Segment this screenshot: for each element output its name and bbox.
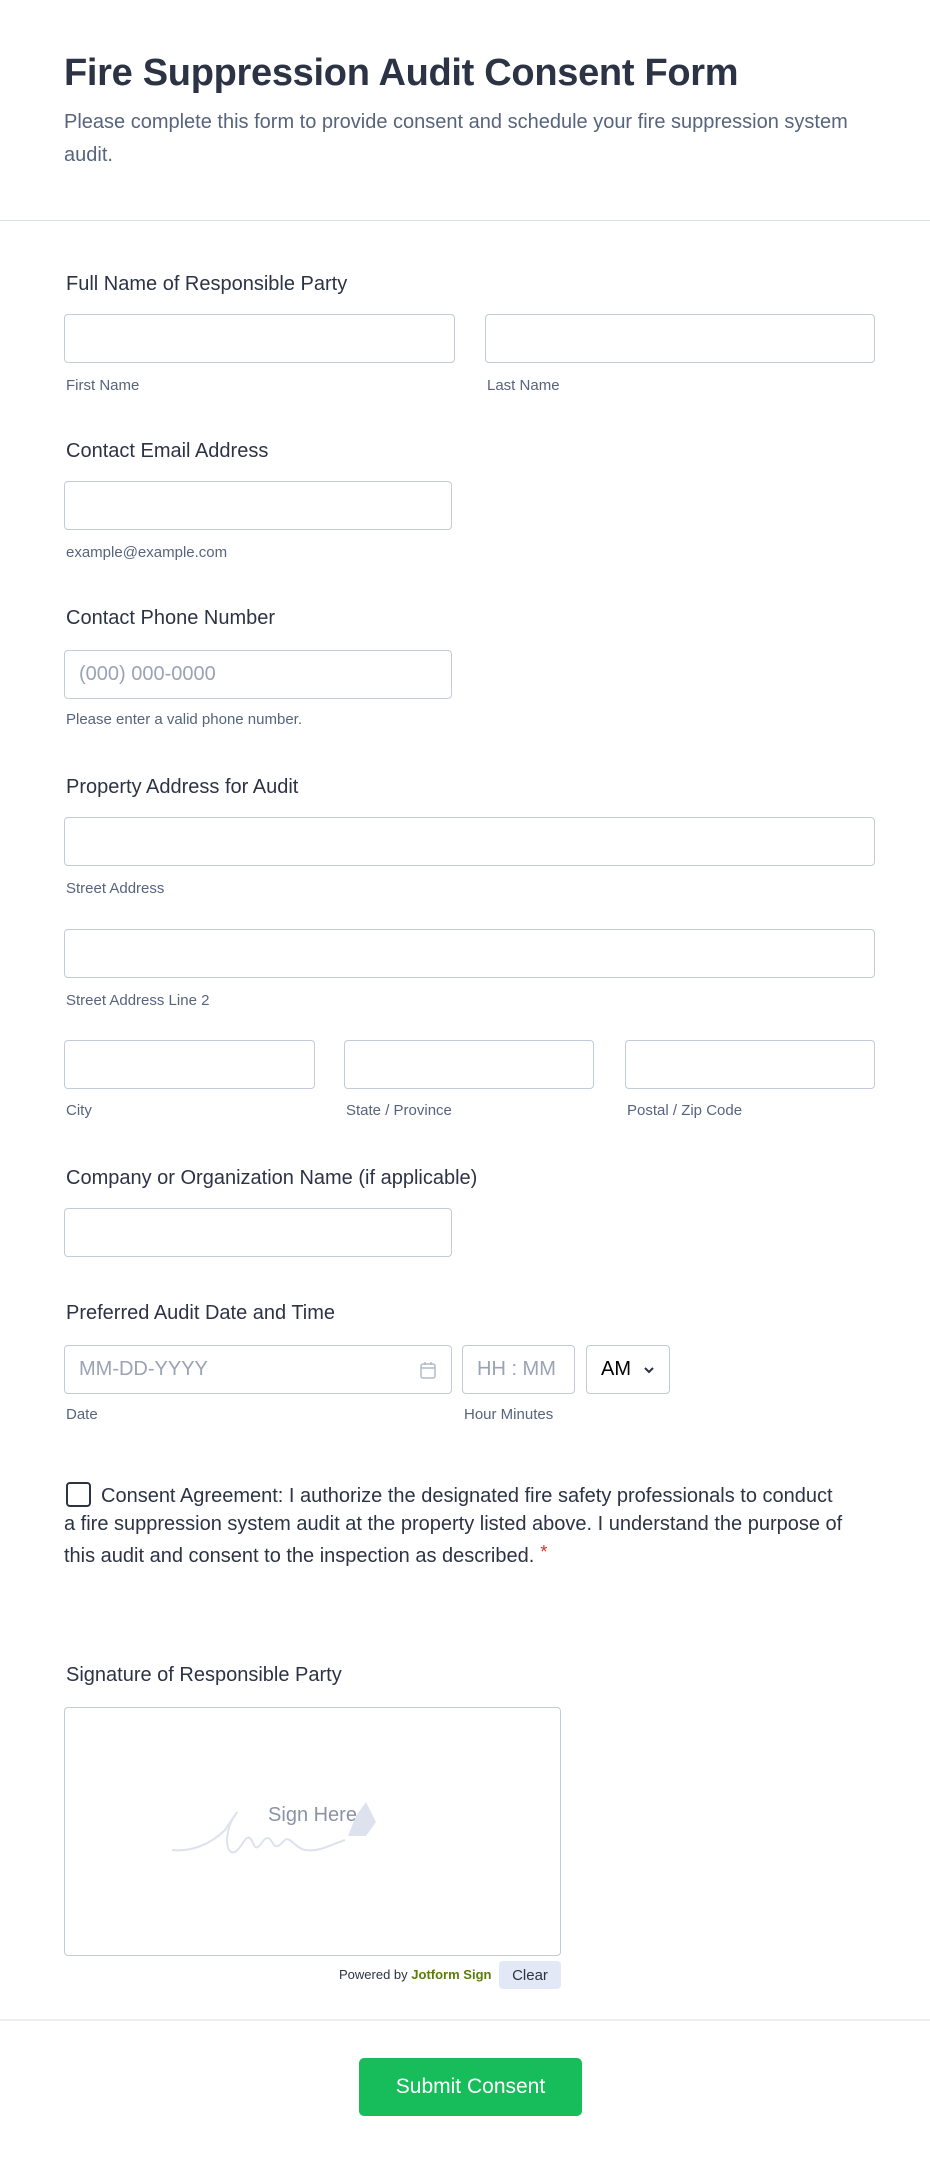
footer-divider <box>0 2019 930 2021</box>
street2-sublabel: Street Address Line 2 <box>66 992 210 1009</box>
company-label: Company or Organization Name (if applicable) <box>66 1167 478 1189</box>
full-name-label: Full Name of Responsible Party <box>66 273 348 295</box>
powered-by <box>339 1967 491 1982</box>
address-label: Property Address for Audit <box>66 776 299 798</box>
date-input[interactable] <box>64 1345 452 1394</box>
last-name-sublabel: Last Name <box>487 377 560 394</box>
street2-input[interactable] <box>64 929 875 978</box>
phone-sublabel: Please enter a valid phone number. <box>66 711 302 728</box>
signature-pen-icon <box>170 1800 460 1860</box>
state-sublabel: State / Province <box>346 1102 452 1119</box>
header-divider <box>0 220 930 221</box>
first-name-input[interactable] <box>64 314 455 363</box>
consent-checkbox[interactable] <box>66 1482 91 1507</box>
form-title: Fire Suppression Audit Consent Form <box>64 52 739 94</box>
time-sublabel: Hour Minutes <box>464 1406 554 1423</box>
first-name-sublabel: First Name <box>66 377 140 394</box>
calendar-icon[interactable] <box>419 1360 437 1380</box>
state-input[interactable] <box>344 1040 594 1089</box>
company-input[interactable] <box>64 1208 452 1257</box>
phone-placeholder: (000) 000-0000 <box>79 663 216 685</box>
signature-pad[interactable] <box>64 1707 561 1956</box>
ampm-value: AM <box>601 1358 631 1380</box>
city-sublabel: City <box>66 1102 92 1119</box>
clear-signature-button[interactable]: Clear <box>499 1961 561 1989</box>
time-placeholder: HH : MM <box>477 1358 556 1380</box>
zip-sublabel: Postal / Zip Code <box>627 1102 743 1119</box>
consent-text: Consent Agreement: I authorize the designated fire safety professionals to conduct a fire suppression system audit at the property listed above. I understand the purpose of this audit and consent to the inspection as described. <box>64 1485 843 1567</box>
jotform-sign-link[interactable]: Jotform Sign <box>411 1967 492 1982</box>
datetime-label: Preferred Audit Date and Time <box>66 1302 336 1324</box>
signature-label: Signature of Responsible Party <box>66 1664 342 1686</box>
ampm-select[interactable] <box>586 1345 670 1394</box>
required-asterisk: * <box>540 1542 548 1562</box>
chevron-down-icon <box>643 1366 655 1374</box>
street-input[interactable] <box>64 817 875 866</box>
city-input[interactable] <box>64 1040 315 1089</box>
consent-field <box>64 1482 844 1570</box>
date-placeholder: MM-DD-YYYY <box>79 1358 208 1380</box>
time-input[interactable] <box>462 1345 575 1394</box>
street-sublabel: Street Address <box>66 880 165 897</box>
phone-input[interactable] <box>64 650 452 699</box>
email-input[interactable] <box>64 481 452 530</box>
zip-input[interactable] <box>625 1040 875 1089</box>
phone-label: Contact Phone Number <box>66 607 276 629</box>
submit-button[interactable]: Submit Consent <box>359 2058 582 2116</box>
sign-here-text: Sign Here <box>268 1804 357 1826</box>
email-sublabel: example@example.com <box>66 544 228 561</box>
date-sublabel: Date <box>66 1406 98 1423</box>
powered-by-text: Powered by <box>339 1967 408 1982</box>
email-label: Contact Email Address <box>66 440 269 462</box>
last-name-input[interactable] <box>485 314 875 363</box>
form-subtitle: Please complete this form to provide consent and schedule your fire suppression system audit. <box>64 111 848 166</box>
